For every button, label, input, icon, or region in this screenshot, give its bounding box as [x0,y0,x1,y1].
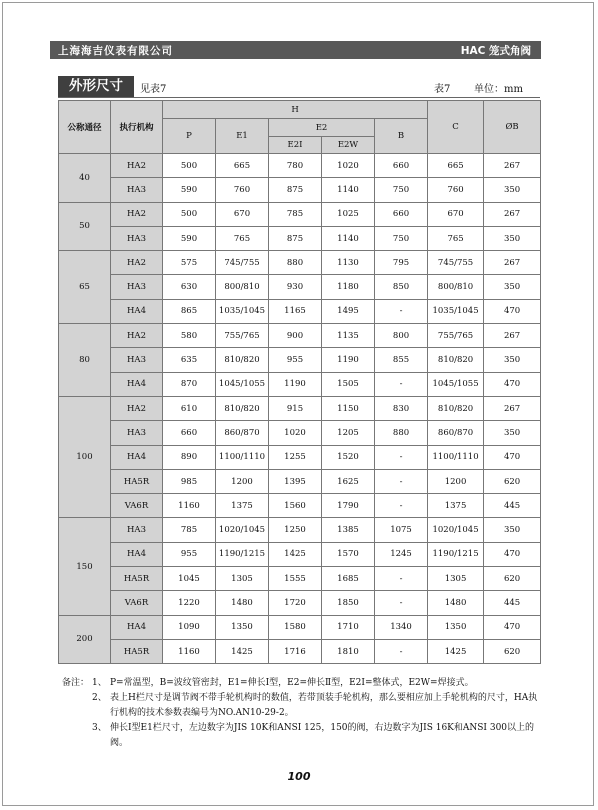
value-cell-e2w: 1790 [322,494,375,518]
value-cell-p: 865 [163,299,216,323]
actuator-cell: HA3 [111,275,163,299]
value-cell-e2i: 1255 [269,445,322,469]
actuator-cell: HA3 [111,226,163,250]
value-cell-p: 590 [163,226,216,250]
actuator-cell: HA2 [111,154,163,178]
table-row [59,396,541,420]
table-row [59,445,541,469]
nominal-size-cell: 200 [59,615,111,664]
actuator-cell: HA5R [111,469,163,493]
value-cell-b: - [375,567,428,591]
value-cell-e1: 665 [216,154,269,178]
actuator-cell: VA6R [111,591,163,615]
value-cell-c: 755/765 [428,324,484,348]
value-cell-p: 660 [163,421,216,445]
value-cell-b: 660 [375,202,428,226]
unit-label: 单位：mm [474,84,523,95]
header-E2: E2 [269,119,375,137]
value-cell-e2w: 1570 [322,542,375,566]
value-cell-e1: 760 [216,178,269,202]
note-number: 1、 [92,678,107,688]
note-row [62,721,542,751]
nominal-size-cell: 40 [59,154,111,203]
value-cell-e1: 745/755 [216,251,269,275]
note-text: 表上H栏尺寸是调节阀不带手轮机构时的数值，若带顶装手轮机构，那么要相应加上手轮机构的尺寸，HA执行机构的技术参数表编号为NO.AN10-29-2。 [110,693,538,718]
value-cell-phib: 267 [484,154,541,178]
value-cell-e1: 800/810 [216,275,269,299]
actuator-cell: HA5R [111,567,163,591]
actuator-cell: HA3 [111,518,163,542]
table-row [59,324,541,348]
value-cell-b: - [375,469,428,493]
value-cell-e2i: 900 [269,324,322,348]
table-row [59,615,541,639]
header-P: P [163,119,216,154]
value-cell-p: 870 [163,372,216,396]
header-E2I: E2I [269,137,322,154]
value-cell-e2i: 1425 [269,542,322,566]
dimension-table [58,100,541,664]
value-cell-c: 1020/1045 [428,518,484,542]
header-phiB: ØB [484,101,541,154]
value-cell-p: 500 [163,202,216,226]
value-cell-e2w: 1520 [322,445,375,469]
nominal-size-cell: 100 [59,396,111,517]
table-row [59,251,541,275]
value-cell-p: 1220 [163,591,216,615]
value-cell-e2i: 1555 [269,567,322,591]
table-row [59,154,541,178]
value-cell-p: 500 [163,154,216,178]
value-cell-p: 580 [163,324,216,348]
header-C: C [428,101,484,154]
table-number: 表7 [434,84,451,95]
product-name: HAC 笼式角阀 [460,45,531,57]
value-cell-p: 635 [163,348,216,372]
title-rule [58,97,540,98]
value-cell-phib: 267 [484,324,541,348]
header-E2W: E2W [322,137,375,154]
table-body [59,154,541,664]
value-cell-e1: 860/870 [216,421,269,445]
actuator-cell: HA3 [111,178,163,202]
value-cell-b: - [375,591,428,615]
table-row [59,299,541,323]
value-cell-phib: 470 [484,445,541,469]
value-cell-e2w: 1150 [322,396,375,420]
value-cell-b: 830 [375,396,428,420]
value-cell-e2i: 955 [269,348,322,372]
value-cell-c: 1200 [428,469,484,493]
section-title: 外形尺寸 [58,76,134,97]
value-cell-p: 610 [163,396,216,420]
table-row [59,518,541,542]
note-row [62,676,542,691]
value-cell-e2w: 1810 [322,639,375,663]
value-cell-p: 1045 [163,567,216,591]
value-cell-e1: 765 [216,226,269,250]
value-cell-e2w: 1140 [322,226,375,250]
value-cell-e2i: 1580 [269,615,322,639]
value-cell-c: 800/810 [428,275,484,299]
value-cell-e1: 810/820 [216,348,269,372]
table-row [59,421,541,445]
actuator-cell: HA4 [111,445,163,469]
value-cell-phib: 445 [484,591,541,615]
value-cell-e2i: 1250 [269,518,322,542]
value-cell-phib: 267 [484,202,541,226]
value-cell-c: 665 [428,154,484,178]
table-row [59,591,541,615]
note-text: 伸长Ⅰ型E1栏尺寸，左边数字为JIS 10K和ANSI 125，150的阀，右边数字为JIS 16K和ANSI 300以上的阀。 [110,723,535,748]
value-cell-b: 855 [375,348,428,372]
notes-label: 备注： [62,678,90,688]
nominal-size-cell: 65 [59,251,111,324]
value-cell-phib: 445 [484,494,541,518]
value-cell-phib: 620 [484,567,541,591]
value-cell-p: 890 [163,445,216,469]
table-row [59,542,541,566]
value-cell-b: - [375,445,428,469]
value-cell-e2i: 785 [269,202,322,226]
table-row [59,202,541,226]
nominal-size-cell: 150 [59,518,111,615]
value-cell-e2w: 1505 [322,372,375,396]
value-cell-e2w: 1205 [322,421,375,445]
value-cell-e2w: 1850 [322,591,375,615]
value-cell-phib: 620 [484,469,541,493]
value-cell-phib: 350 [484,518,541,542]
actuator-cell: HA4 [111,372,163,396]
value-cell-phib: 470 [484,542,541,566]
header-E1: E1 [216,119,269,154]
value-cell-e1: 1200 [216,469,269,493]
value-cell-e2w: 1625 [322,469,375,493]
value-cell-p: 1160 [163,494,216,518]
value-cell-e2w: 1020 [322,154,375,178]
table-row [59,567,541,591]
value-cell-phib: 350 [484,178,541,202]
value-cell-e2w: 1190 [322,348,375,372]
value-cell-p: 785 [163,518,216,542]
actuator-cell: HA3 [111,421,163,445]
value-cell-b: 1340 [375,615,428,639]
value-cell-p: 590 [163,178,216,202]
value-cell-c: 860/870 [428,421,484,445]
value-cell-e2i: 1720 [269,591,322,615]
value-cell-e1: 755/765 [216,324,269,348]
value-cell-e1: 670 [216,202,269,226]
value-cell-e1: 1375 [216,494,269,518]
value-cell-c: 1100/1110 [428,445,484,469]
value-cell-e2w: 1180 [322,275,375,299]
note-number: 2、 [92,693,107,703]
value-cell-phib: 620 [484,639,541,663]
value-cell-c: 765 [428,226,484,250]
value-cell-b: 1245 [375,542,428,566]
table-row [59,348,541,372]
see-table-ref: 见表7 [140,84,167,95]
actuator-cell: HA4 [111,299,163,323]
actuator-cell: HA2 [111,396,163,420]
value-cell-p: 1090 [163,615,216,639]
value-cell-b: 850 [375,275,428,299]
value-cell-e1: 1480 [216,591,269,615]
value-cell-p: 955 [163,542,216,566]
value-cell-b: 800 [375,324,428,348]
value-cell-e2w: 1135 [322,324,375,348]
actuator-cell: HA4 [111,615,163,639]
value-cell-e2i: 1020 [269,421,322,445]
page-number: 100 [287,770,311,783]
actuator-cell: VA6R [111,494,163,518]
value-cell-phib: 470 [484,372,541,396]
value-cell-e2i: 1560 [269,494,322,518]
value-cell-c: 745/755 [428,251,484,275]
value-cell-e2i: 1190 [269,372,322,396]
value-cell-e1: 1020/1045 [216,518,269,542]
value-cell-c: 1480 [428,591,484,615]
value-cell-b: - [375,494,428,518]
value-cell-e1: 1035/1045 [216,299,269,323]
value-cell-phib: 350 [484,348,541,372]
company-name: 上海海吉仪表有限公司 [58,45,173,57]
note-number: 3、 [92,723,107,733]
value-cell-e2w: 1130 [322,251,375,275]
value-cell-e1: 1350 [216,615,269,639]
value-cell-e2i: 1165 [269,299,322,323]
value-cell-e2i: 915 [269,396,322,420]
header-B: B [375,119,428,154]
value-cell-e2i: 930 [269,275,322,299]
actuator-cell: HA5R [111,639,163,663]
value-cell-e2i: 1716 [269,639,322,663]
note-row [62,691,542,721]
value-cell-b: - [375,639,428,663]
value-cell-b: 750 [375,226,428,250]
value-cell-e2i: 780 [269,154,322,178]
value-cell-c: 1425 [428,639,484,663]
nominal-size-cell: 50 [59,202,111,251]
header-H: H [163,101,428,119]
value-cell-e1: 810/820 [216,396,269,420]
value-cell-c: 1305 [428,567,484,591]
value-cell-b: - [375,299,428,323]
nominal-size-cell: 80 [59,324,111,397]
table-row [59,372,541,396]
table-row [59,469,541,493]
value-cell-c: 1350 [428,615,484,639]
actuator-cell: HA3 [111,348,163,372]
value-cell-p: 630 [163,275,216,299]
table-row [59,275,541,299]
value-cell-b: 880 [375,421,428,445]
table-row [59,639,541,663]
header-bar [50,41,541,59]
value-cell-phib: 350 [484,275,541,299]
actuator-cell: HA2 [111,202,163,226]
value-cell-e2i: 880 [269,251,322,275]
value-cell-b: 660 [375,154,428,178]
value-cell-c: 810/820 [428,396,484,420]
value-cell-e2w: 1710 [322,615,375,639]
value-cell-phib: 267 [484,396,541,420]
value-cell-phib: 350 [484,421,541,445]
value-cell-c: 1375 [428,494,484,518]
table-row [59,226,541,250]
value-cell-p: 985 [163,469,216,493]
value-cell-e2i: 875 [269,178,322,202]
value-cell-e1: 1425 [216,639,269,663]
value-cell-e1: 1190/1215 [216,542,269,566]
value-cell-c: 1045/1055 [428,372,484,396]
value-cell-c: 670 [428,202,484,226]
note-text: P=常温型，B=波纹管密封，E1=伸长Ⅰ型，E2=伸长Ⅱ型，E2I=整体式，E2W=焊接式。 [110,678,474,688]
table-row [59,178,541,202]
header-actuator: 执行机构 [111,101,163,154]
value-cell-e2i: 875 [269,226,322,250]
value-cell-c: 1035/1045 [428,299,484,323]
actuator-cell: HA4 [111,542,163,566]
actuator-cell: HA2 [111,251,163,275]
value-cell-e2w: 1140 [322,178,375,202]
value-cell-e2w: 1495 [322,299,375,323]
value-cell-phib: 470 [484,299,541,323]
value-cell-phib: 350 [484,226,541,250]
value-cell-c: 760 [428,178,484,202]
header-nominal: 公称通径 [59,101,111,154]
value-cell-b: - [375,372,428,396]
value-cell-c: 810/820 [428,348,484,372]
value-cell-b: 750 [375,178,428,202]
value-cell-p: 1160 [163,639,216,663]
value-cell-e1: 1305 [216,567,269,591]
value-cell-e2i: 1395 [269,469,322,493]
value-cell-e1: 1045/1055 [216,372,269,396]
value-cell-b: 1075 [375,518,428,542]
value-cell-e2w: 1025 [322,202,375,226]
value-cell-phib: 470 [484,615,541,639]
actuator-cell: HA2 [111,324,163,348]
table-row [59,494,541,518]
value-cell-c: 1190/1215 [428,542,484,566]
value-cell-e2w: 1385 [322,518,375,542]
notes [62,676,542,751]
value-cell-e2w: 1685 [322,567,375,591]
value-cell-phib: 267 [484,251,541,275]
value-cell-e1: 1100/1110 [216,445,269,469]
value-cell-p: 575 [163,251,216,275]
value-cell-b: 795 [375,251,428,275]
